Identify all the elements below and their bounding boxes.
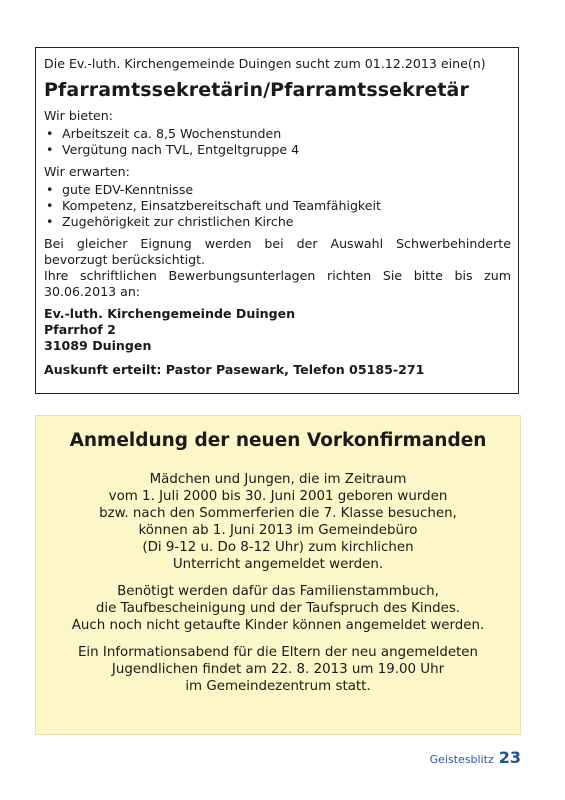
registration-paragraph [36,583,520,634]
ad-application: Ihre schriftlichen Bewerbungsunterlagen richten Sie bitte bis zum 30.06.2013 an: [44,268,511,299]
offer-item: • Vergütung nach TVL, Entgeltgruppe 4 [44,142,511,158]
expect-item: • Kompetenz, Einsatzbereitschaft und Teamfähigkeit [44,198,511,214]
registration-title: Anmeldung der neuen Vorkonfirmanden [69,430,487,451]
address-line: Pfarrhof 2 [44,322,116,337]
page-footer [430,748,521,767]
text-line: Ein Informationsabend für die Eltern der neu angemeldeten [77,645,479,660]
registration-box [35,415,521,735]
offer-item: • Arbeitszeit ca. 8,5 Wochenstunden [44,126,511,142]
text-line: Jugendlichen findet am 22. 8. 2013 um 19.00 Uhr [111,662,445,677]
address-line: 31089 Duingen [44,338,152,353]
ad-note: Bei gleicher Eignung werden bei der Auswahl Schwerbehinderte bevorzugt berücksichtigt. [44,236,511,267]
job-advertisement [35,47,519,394]
expect-heading: Wir erwarten: [44,164,130,179]
text-line: vom 1. Juli 2000 bis 30. Juni 2001 geboren wurden [108,489,448,504]
registration-paragraph [36,644,520,695]
registration-paragraph [36,471,520,573]
expect-item: • Zugehörigkeit zur christlichen Kirche [44,214,511,230]
text-line: im Gemeindezentrum statt. [185,679,371,694]
text-line: Unterricht angemeldet werden. [172,557,384,572]
ad-address [44,306,511,354]
text-line: können ab 1. Juni 2013 im Gemeindebüro [138,523,418,538]
ad-contact: Auskunft erteilt: Pastor Pasewark, Telefon 05185-271 [44,362,425,377]
ad-headline: Pfarramtssekretärin/Pfarramtssekretär [44,79,469,101]
offer-list [44,126,511,158]
page-number: 23 [498,748,521,767]
address-line: Ev.-luth. Kirchengemeinde Duingen [44,306,296,321]
text-line: Benötigt werden dafür das Familienstammbuch, [117,584,439,599]
text-line: Auch noch nicht getaufte Kinder können angemeldet werden. [71,618,485,633]
ad-intro: Die Ev.-luth. Kirchengemeinde Duingen sucht zum 01.12.2013 eine(n) [44,56,486,71]
text-line: die Taufbescheinigung und der Taufspruch des Kindes. [95,601,461,616]
text-line: Mädchen und Jungen, die im Zeitraum [149,472,407,487]
text-line: bzw. nach den Sommerferien die 7. Klasse besuchen, [99,506,457,521]
offer-heading: Wir bieten: [44,108,114,123]
expect-list [44,182,511,230]
publication-name: Geistesblitz [429,753,494,766]
expect-item: • gute EDV-Kenntnisse [44,182,511,198]
text-line: (Di 9-12 u. Do 8-12 Uhr) zum kirchlichen [142,540,414,555]
